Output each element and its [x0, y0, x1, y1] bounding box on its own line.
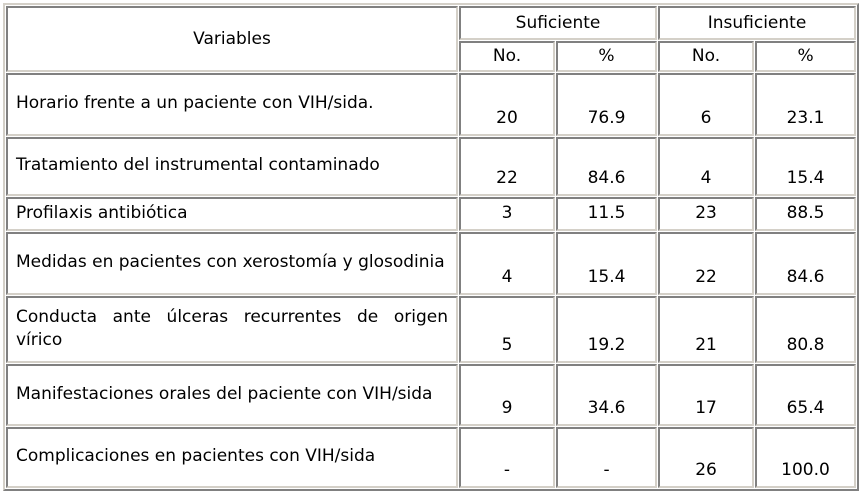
suficiente-no-cell: 9: [459, 364, 555, 426]
variable-cell: Horario frente a un paciente con VIH/sida.: [6, 73, 458, 136]
knowledge-results-table: [3, 3, 859, 491]
suficiente-pct-cell: 76.9: [556, 73, 657, 136]
insuficiente-no-cell: 21: [658, 296, 754, 363]
suficiente-no-cell: -: [459, 427, 555, 488]
suficiente-pct-cell: 19.2: [556, 296, 657, 363]
insuficiente-pct-cell: 88.5: [755, 197, 856, 231]
header-group-row: [6, 6, 856, 40]
subcolumn-suficiente-no: No.: [459, 41, 555, 72]
insuficiente-no-cell: 6: [658, 73, 754, 136]
table-row: [6, 137, 856, 196]
table-row: [6, 197, 856, 231]
suficiente-no-cell: 20: [459, 73, 555, 136]
insuficiente-no-cell: 17: [658, 364, 754, 426]
variable-cell: Manifestaciones orales del paciente con VIH/sida: [6, 364, 458, 426]
variable-cell: Profilaxis antibiótica: [6, 197, 458, 231]
variable-cell: Conducta ante úlceras recurrentes de origen vírico: [6, 296, 458, 363]
variable-cell: Tratamiento del instrumental contaminado: [6, 137, 458, 196]
suficiente-pct-cell: 11.5: [556, 197, 657, 231]
insuficiente-no-cell: 4: [658, 137, 754, 196]
suficiente-pct-cell: -: [556, 427, 657, 488]
column-group-insuficiente: Insuficiente: [658, 6, 856, 40]
table-header: [6, 6, 856, 72]
table-body: [6, 73, 856, 488]
suficiente-pct-cell: 34.6: [556, 364, 657, 426]
subcolumn-suficiente-pct: %: [556, 41, 657, 72]
column-group-suficiente: Suficiente: [459, 6, 657, 40]
suficiente-no-cell: 5: [459, 296, 555, 363]
insuficiente-pct-cell: 84.6: [755, 232, 856, 295]
insuficiente-no-cell: 23: [658, 197, 754, 231]
variable-cell: Medidas en pacientes con xerostomía y glosodinia: [6, 232, 458, 295]
insuficiente-pct-cell: 15.4: [755, 137, 856, 196]
subcolumn-insuficiente-no: No.: [658, 41, 754, 72]
suficiente-no-cell: 3: [459, 197, 555, 231]
insuficiente-pct-cell: 65.4: [755, 364, 856, 426]
table-row: [6, 73, 856, 136]
insuficiente-no-cell: 22: [658, 232, 754, 295]
suficiente-no-cell: 4: [459, 232, 555, 295]
insuficiente-pct-cell: 100.0: [755, 427, 856, 488]
suficiente-pct-cell: 84.6: [556, 137, 657, 196]
table-row: [6, 232, 856, 295]
subcolumn-insuficiente-pct: %: [755, 41, 856, 72]
table-row: [6, 427, 856, 488]
suficiente-no-cell: 22: [459, 137, 555, 196]
table-row: [6, 364, 856, 426]
insuficiente-pct-cell: 80.8: [755, 296, 856, 363]
suficiente-pct-cell: 15.4: [556, 232, 657, 295]
variable-cell: Complicaciones en pacientes con VIH/sida: [6, 427, 458, 488]
insuficiente-pct-cell: 23.1: [755, 73, 856, 136]
table-row: [6, 296, 856, 363]
column-header-variables: Variables: [6, 6, 458, 72]
insuficiente-no-cell: 26: [658, 427, 754, 488]
